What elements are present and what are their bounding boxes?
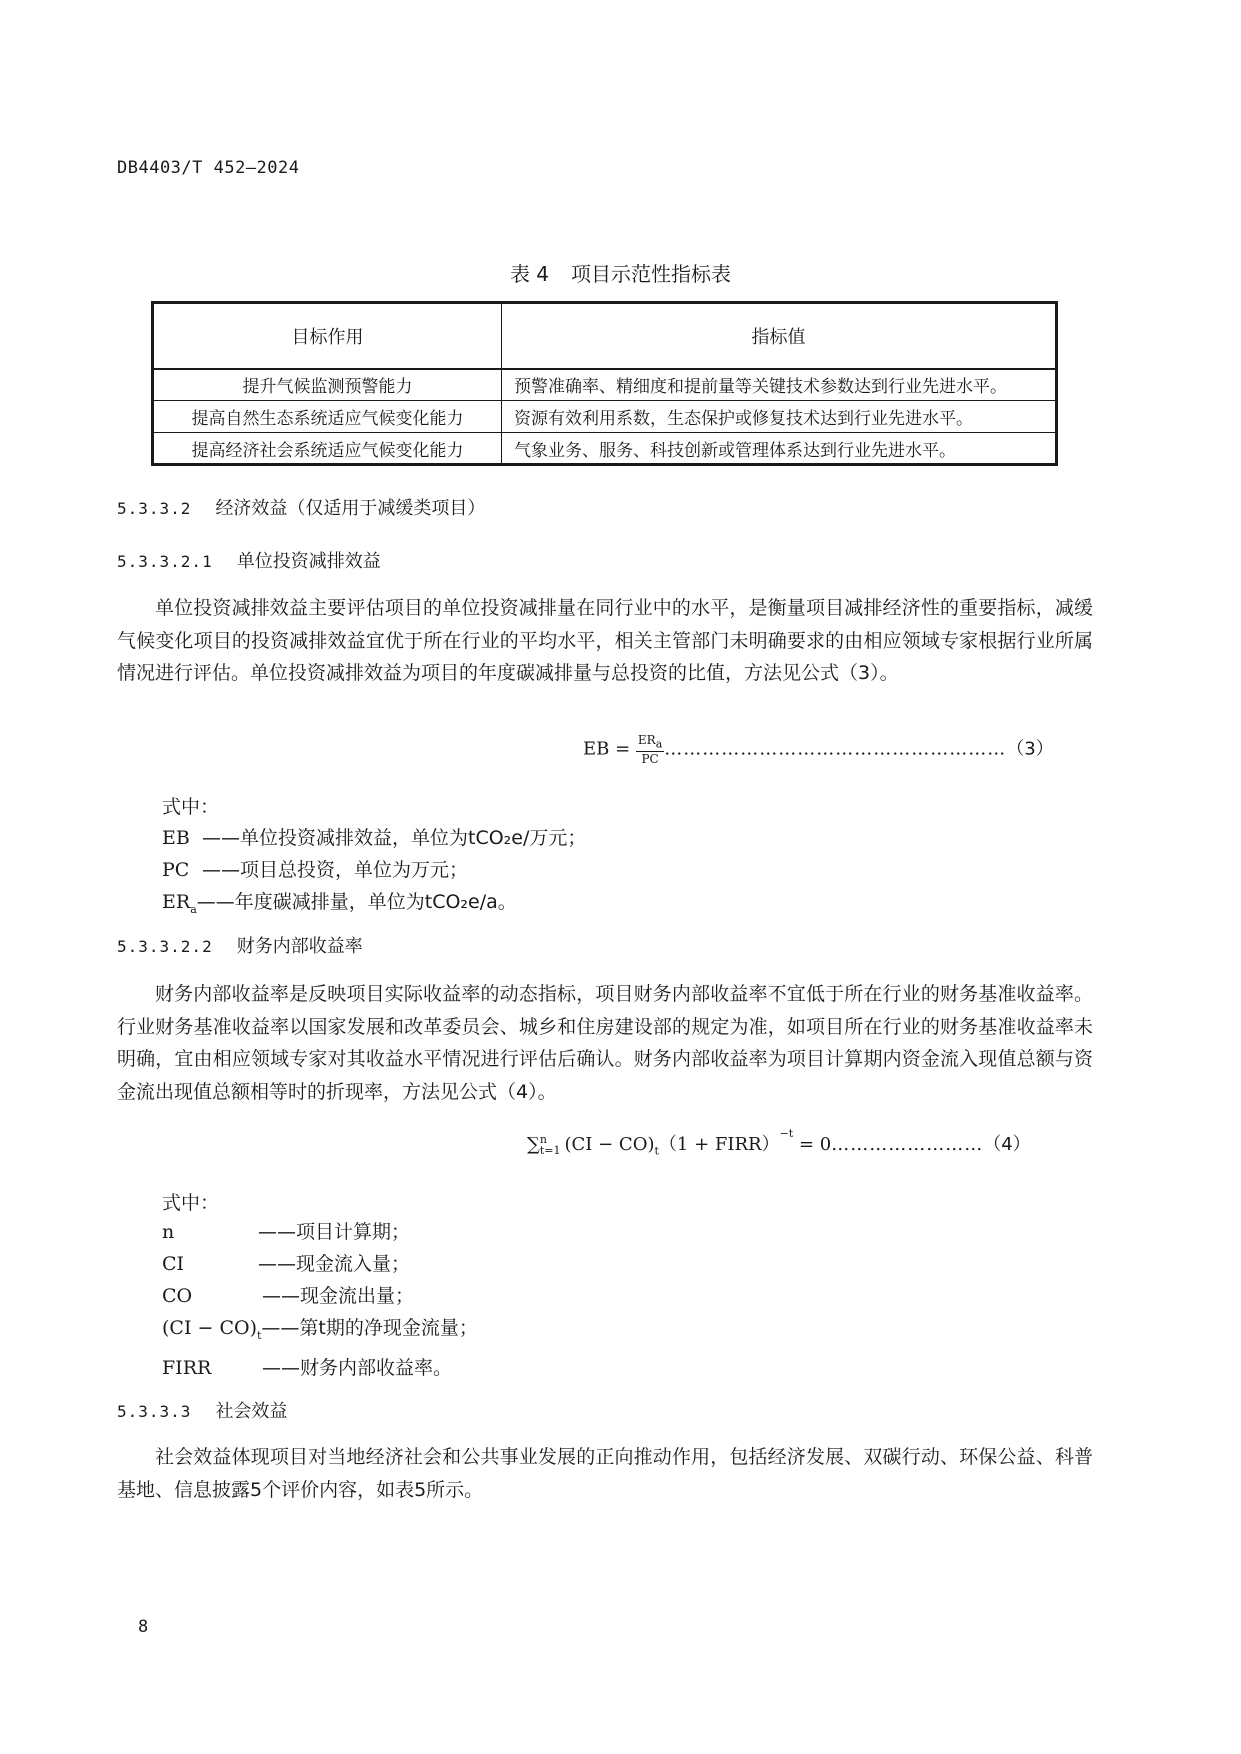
table-title	[0, 258, 1241, 287]
body-paragraph: 单位投资减排效益主要评估项目的单位投资减排量在同行业中的水平，是衡量项目减排经济性的重要指标，减缓气候变化项目的投资减排效益宜优于所在行业的平均水平，相关主管部门未明确要求的由相应领域专家根据行业所属情况进行评估。单位投资减排效益为项目的年度碳减排量与总投资的比值，方法见公式（3）。	[117, 597, 1093, 684]
discount-factor: （1 + FIRR）	[658, 1134, 780, 1155]
sigma-limits	[540, 1134, 561, 1156]
definition-symbol: n	[162, 1221, 175, 1243]
definition-symbol	[162, 886, 197, 926]
formula-3	[583, 733, 1054, 766]
variable-definitions	[162, 1216, 478, 1384]
definition-symbol: FIRR	[162, 1356, 212, 1379]
definition-symbol: CI	[162, 1253, 185, 1275]
indicator-table	[151, 301, 1058, 466]
table-cell: 预警准确率、精细度和提前量等关键技术参数达到行业先进水平。	[502, 369, 1057, 401]
equation-number: （3）	[1006, 738, 1054, 760]
table-cell: 提高自然生态系统适应气候变化能力	[153, 401, 502, 433]
definition-text: ——单位投资减排效益，单位为tCO₂e/万元；	[202, 827, 587, 849]
numerator-subscript: a	[655, 737, 663, 751]
definition-text: ——现金流出量；	[262, 1285, 415, 1307]
definition-row	[162, 854, 586, 886]
section-number: 5.3.3.3	[117, 1402, 192, 1421]
definition-text: ——项目计算期；	[258, 1221, 411, 1243]
section-heading	[117, 932, 363, 958]
table-cell: 气象业务、服务、科技创新或管理体系达到行业先进水平。	[502, 433, 1057, 465]
where-label: 式中：	[162, 796, 220, 818]
variable-definitions	[162, 822, 586, 926]
section-number: 5.3.3.2	[117, 499, 192, 518]
term-subscript: t	[654, 1144, 659, 1158]
section-title: 财务内部收益率	[236, 936, 363, 957]
exponent: −t	[779, 1127, 794, 1140]
section-heading	[117, 494, 485, 520]
definition-row	[162, 886, 586, 926]
table-cell: 提高经济社会系统适应气候变化能力	[153, 433, 502, 465]
definition-row	[162, 1280, 478, 1312]
section-number: 5.3.3.2.2	[117, 937, 213, 956]
table-cell: 资源有效利用系数，生态保护或修复技术达到行业先进水平。	[502, 401, 1057, 433]
fraction-numerator: ER	[637, 733, 656, 747]
definition-row	[162, 822, 586, 854]
sigma-upper-limit: n	[539, 1133, 547, 1146]
definition-row	[162, 1216, 478, 1248]
cashflow-term: (CI − CO)	[564, 1134, 655, 1155]
body-paragraph: 社会效益体现项目对当地经济社会和公共事业发展的正向推动作用，包括经济发展、双碳行动、环保公益、科普基地、信息披露5个评价内容，如表5所示。	[117, 1446, 1093, 1501]
body-paragraph: 财务内部收益率是反映项目实际收益率的动态指标，项目财务内部收益率不宜低于所在行业的财务基准收益率。行业财务基准收益率以国家发展和改革委员会、城乡和住房建设部的规定为准，如项目所在行业的财务基准收益率未明确，宜由相应领域专家对其收益水平情况进行评估后确认。财务内部收益率为项目计算期内资金流入现值总额与资金流出现值总额相等时的折现率，方法见公式（4）。	[117, 983, 1093, 1103]
formula-leader-dots: ……………………	[831, 1134, 984, 1155]
table-row	[153, 401, 1057, 433]
definition-text: ——第t期的净现金流量；	[261, 1317, 478, 1339]
sigma-lower-limit: t=1	[539, 1144, 561, 1157]
section-title: 社会效益	[215, 1401, 288, 1422]
definition-symbol: EB	[162, 827, 190, 849]
definition-text: ——财务内部收益率。	[262, 1356, 453, 1379]
fraction-denominator: PC	[641, 752, 659, 767]
definition-text: ——项目总投资，单位为万元；	[202, 859, 469, 881]
section-heading	[117, 1397, 287, 1423]
table-caption: 项目示范性指标表	[571, 262, 732, 286]
definition-text: ——年度碳减排量，单位为tCO₂e/a。	[196, 891, 517, 913]
section-heading	[117, 547, 381, 573]
column-header: 指标值	[502, 303, 1057, 369]
symbol-subscript: a	[190, 902, 197, 916]
definition-symbol: CO	[162, 1285, 193, 1307]
table-cell: 提升气候监测预警能力	[153, 369, 502, 401]
definition-symbol	[162, 1312, 261, 1352]
definition-symbol: PC	[162, 859, 190, 881]
formula-rhs: = 0	[798, 1134, 832, 1155]
definition-row	[162, 1312, 478, 1352]
formula-lhs: EB =	[583, 738, 631, 760]
where-label: 式中：	[162, 1192, 220, 1214]
symbol-base: ER	[162, 891, 191, 913]
symbol-base: (CI − CO)	[162, 1317, 257, 1339]
formula-leader-dots: ………………………………………………	[664, 738, 1007, 760]
sigma-symbol: ∑	[527, 1134, 540, 1155]
table-row	[153, 369, 1057, 401]
table-row	[153, 433, 1057, 465]
definition-text: ——现金流入量；	[258, 1253, 411, 1275]
definition-row	[162, 1352, 478, 1384]
definition-row	[162, 1248, 478, 1280]
page-number: 8	[138, 1617, 149, 1637]
equation-number: （4）	[983, 1134, 1031, 1155]
document-id: DB4403/T 452—2024	[117, 158, 300, 178]
formula-4	[527, 1127, 1031, 1158]
symbol-subscript: t	[256, 1328, 262, 1342]
table-number: 表 4	[509, 262, 550, 286]
section-title: 经济效益（仅适用于减缓类项目）	[215, 498, 486, 519]
section-number: 5.3.3.2.1	[117, 552, 213, 571]
section-title: 单位投资减排效益	[236, 551, 381, 572]
column-header: 目标作用	[153, 303, 502, 369]
table-header-row	[153, 303, 1057, 369]
formula-fraction	[636, 733, 664, 766]
